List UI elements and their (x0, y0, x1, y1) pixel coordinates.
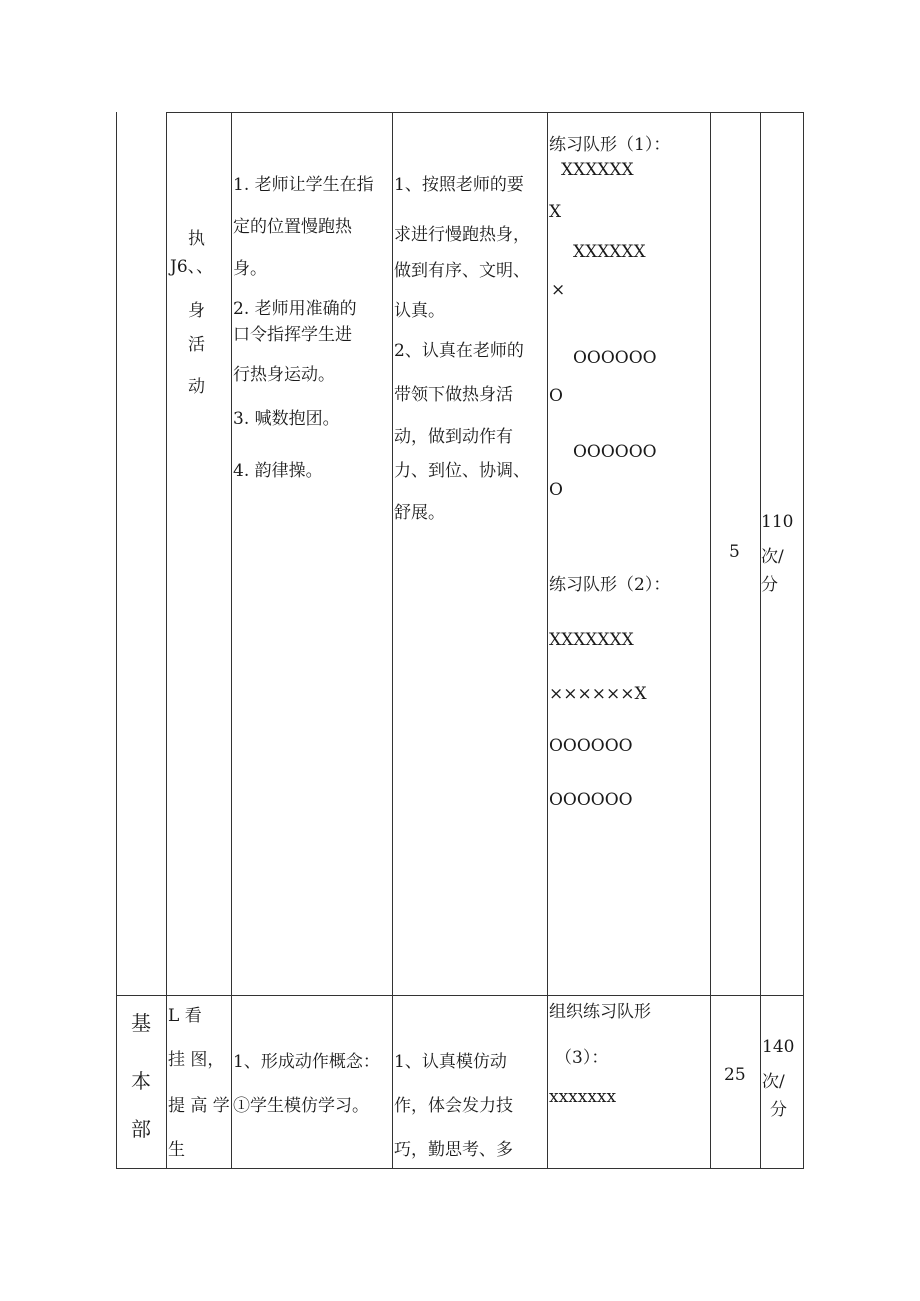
load-line: 分 (770, 1100, 787, 1120)
formation-row: OOOOOO (573, 348, 657, 368)
time-value: 25 (724, 1065, 746, 1085)
label-line: J6、、 (170, 257, 214, 277)
student-line: 作，体会发力技 (394, 1096, 513, 1116)
grid-vline-5 (710, 112, 711, 1169)
section-char: 本 (131, 1069, 151, 1093)
teacher-line: 1. 老师让学生在指 (233, 175, 374, 195)
formation-row: XXXXXXX (549, 630, 634, 650)
load-line: 分 (761, 575, 778, 595)
content-line: L 看 (168, 1006, 202, 1026)
teacher-line: 1、形成动作概念： (233, 1052, 380, 1072)
formation-row: XXXXXX (573, 242, 646, 262)
formation-title: （3）： (555, 1048, 609, 1068)
formation-row: X (549, 202, 562, 222)
grid-vline-4 (547, 112, 548, 1169)
formation-title: 组织练习队形 (549, 1002, 651, 1022)
formation-row: O (549, 480, 563, 500)
teacher-line: 2. 老师用准确的 (233, 299, 357, 319)
grid-vline-7 (803, 112, 804, 1169)
teacher-line: 定的位置慢跑热 (233, 217, 352, 237)
teacher-line: 3. 喊数抱团。 (233, 409, 340, 429)
grid-vline-1 (166, 112, 167, 1169)
grid-hline-top (166, 112, 803, 113)
grid-vline-0 (116, 112, 117, 1169)
student-line: 1、按照老师的要 (394, 175, 524, 195)
formation-row: OOOOOO (573, 442, 657, 462)
formation-title: 练习队形（2）： (549, 575, 671, 595)
grid-vline-3 (392, 112, 393, 1169)
student-line: 2、认真在老师的 (394, 341, 524, 361)
teacher-line: 身。 (233, 259, 267, 279)
formation-row: O (549, 386, 563, 406)
formation-row: × (551, 280, 566, 300)
student-line: 做到有序、文明、 (394, 261, 530, 281)
content-line: 挂 图， (168, 1050, 225, 1070)
load-line: 次/ (761, 547, 784, 567)
formation-row: OOOOOO (549, 790, 633, 810)
label-line: 执 (188, 229, 205, 249)
formation-row: xxxxxxx (549, 1087, 617, 1107)
student-line: 舒展。 (394, 503, 445, 523)
content-line: 提 高 学 (168, 1096, 230, 1116)
teacher-line: 4. 韵律操。 (233, 461, 323, 481)
load-line: 110 (761, 512, 794, 532)
load-line: 次/ (762, 1072, 785, 1092)
student-line: 认真。 (394, 301, 445, 321)
section-char: 基 (131, 1011, 151, 1035)
grid-vline-6 (760, 112, 761, 1169)
student-line: 1、认真模仿动 (394, 1052, 507, 1072)
student-line: 力、到位、协调、 (394, 461, 530, 481)
teacher-line: ①学生模仿学习。 (233, 1096, 369, 1116)
teacher-line: 行热身运动。 (233, 365, 335, 385)
label-line: 活 (188, 335, 205, 355)
label-line: 动 (188, 377, 205, 397)
formation-row: OOOOOO (549, 736, 633, 756)
teacher-line: 口令指挥学生进 (233, 325, 352, 345)
load-line: 140 (762, 1037, 795, 1057)
grid-hline-bottom (116, 1168, 803, 1169)
grid-hline-mid (116, 995, 803, 996)
grid-vline-2 (231, 112, 232, 1169)
student-line: 动，做到动作有 (394, 427, 513, 447)
formation-row: XXXXXX (561, 160, 634, 180)
time-value: 5 (729, 542, 740, 562)
formation-row: ××××××X (549, 684, 647, 704)
section-char: 部 (131, 1117, 151, 1141)
student-line: 求进行慢跑热身， (394, 225, 530, 245)
formation-title: 练习队形（1）： (549, 135, 671, 155)
student-line: 巧，勤思考、多 (394, 1140, 513, 1160)
label-line: 身 (188, 301, 205, 321)
content-line: 生 (168, 1140, 185, 1160)
student-line: 带领下做热身活 (394, 385, 513, 405)
